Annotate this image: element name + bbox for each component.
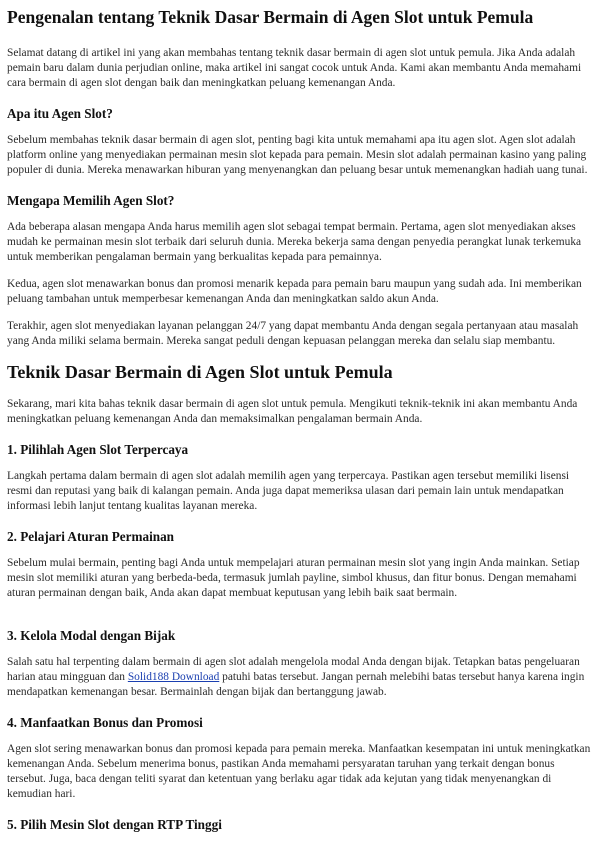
why-heading: Mengapa Memilih Agen Slot? [7, 193, 175, 208]
what-is-heading: Apa itu Agen Slot? [7, 106, 113, 121]
step-4-paragraph: Agen slot sering menawarkan bonus dan promosi kepada para pemain mereka. Manfaatkan kesempatan ini untuk meningkatkan kemenangan Anda. Sebelum menerima bonus, pastikan Anda memahami persyaratan taruhan yang terkait dengan bonus tersebut. Juga, baca dengan teliti syarat dan ketentuan yang berlaku agar tidak ada kejutan yang tidak menyenangkan di kemudian hari. [7, 743, 591, 800]
why-paragraph-3: Terakhir, agen slot menyediakan layanan pelanggan 24/7 yang dapat membantu Anda dengan segala pertanyaan atau masalah yang Anda miliki selama bermain. Mereka sangat peduli dengan kepuasan pelanggan mereka dan selalu siap membantu. [7, 320, 579, 347]
step-3-text-after: patuhi batas tersebut. Jangan pernah melebihi batas tersebut hanya karena ingin mendapatkan kemenangan besar. Bermainlah dengan bijak dan bertanggung jawab. [7, 671, 585, 698]
why-paragraph-2: Kedua, agen slot menawarkan bonus dan promosi menarik kepada para pemain baru maupun yang sudah ada. Ini memberikan peluang tambahan untuk memperbesar kemenangan Anda dan meningkatkan saldo akun Anda. [7, 278, 582, 305]
step-1-paragraph: Langkah pertama dalam bermain di agen slot adalah memilih agen yang terpercaya. Pastikan agen tersebut memiliki lisensi resmi dan reputasi yang baik di kalangan pemain. Anda juga dapat memeriksa ulasan dari pemain lain untuk mendapatkan informasi lebih lanjut tentang kualitas layanan mereka. [7, 470, 570, 512]
step-3-paragraph [7, 655, 593, 700]
step-2-paragraph: Sebelum mulai bermain, penting bagi Anda untuk mempelajari aturan permainan mesin slot yang ingin Anda mainkan. Setiap mesin slot memiliki aturan yang berbeda-beda, termasuk jumlah payline, simbol khusus, dan fitur bonus. Dengan memahami aturan permainan dengan baik, Anda akan dapat membuat keputusan yang lebih baik saat bermain. [7, 557, 580, 599]
step-5-heading: 5. Pilih Mesin Slot dengan RTP Tinggi [7, 817, 222, 832]
step-3-text-before: Salah satu hal terpenting dalam bermain di agen slot adalah mengelola modal Anda dengan bijak. Tetapkan batas pengeluaran harian atau mingguan dan [7, 656, 580, 683]
why-paragraph-1: Ada beberapa alasan mengapa Anda harus memilih agen slot sebagai tempat bermain. Pertama, agen slot menyediakan akses mudah ke permainan mesin slot terbaik dari seluruh dunia. Mereka bekerja sama dengan penyedia perangkat lunak terkemuka untuk memberikan pengalaman bermain yang berkualitas kepada para pemainnya. [7, 221, 582, 263]
solid188-download-link[interactable]: Solid188 Download [127, 671, 220, 683]
intro-paragraph: Selamat datang di artikel ini yang akan membahas tentang teknik dasar bermain di agen slot untuk pemula. Jika Anda adalah pemain baru dalam dunia perjudian online, maka artikel ini sangat cocok untuk Anda. Kami akan membantu Anda memahami cara bermain di agen slot dengan baik dan meningkatkan peluang kemenangan Anda. [7, 47, 582, 89]
article [7, 0, 593, 833]
step-4-heading: 4. Manfaatkan Bonus dan Promosi [7, 715, 203, 730]
techniques-heading: Teknik Dasar Bermain di Agen Slot untuk Pemula [7, 362, 393, 382]
step-1-heading: 1. Pilihlah Agen Slot Terpercaya [7, 442, 189, 457]
what-is-paragraph: Sebelum membahas teknik dasar bermain di agen slot, penting bagi kita untuk memahami apa itu agen slot. Agen slot adalah platform online yang menyediakan permainan mesin slot kepada para pemain. Mesin slot adalah permainan kasino yang paling populer di dunia. Mereka menawarkan hiburan yang menyenangkan dan peluang besar untuk memenangkan hadiah uang tunai. [7, 134, 588, 176]
step-3-heading: 3. Kelola Modal dengan Bijak [7, 628, 176, 643]
page-title: Pengenalan tentang Teknik Dasar Bermain di Agen Slot untuk Pemula [7, 7, 534, 27]
step-2-heading: 2. Pelajari Aturan Permainan [7, 529, 175, 544]
techniques-intro: Sekarang, mari kita bahas teknik dasar bermain di agen slot untuk pemula. Mengikuti teknik-teknik ini akan membantu Anda meningkatkan peluang kemenangan Anda dan memaksimalkan pengalaman bermain Anda. [7, 398, 578, 425]
